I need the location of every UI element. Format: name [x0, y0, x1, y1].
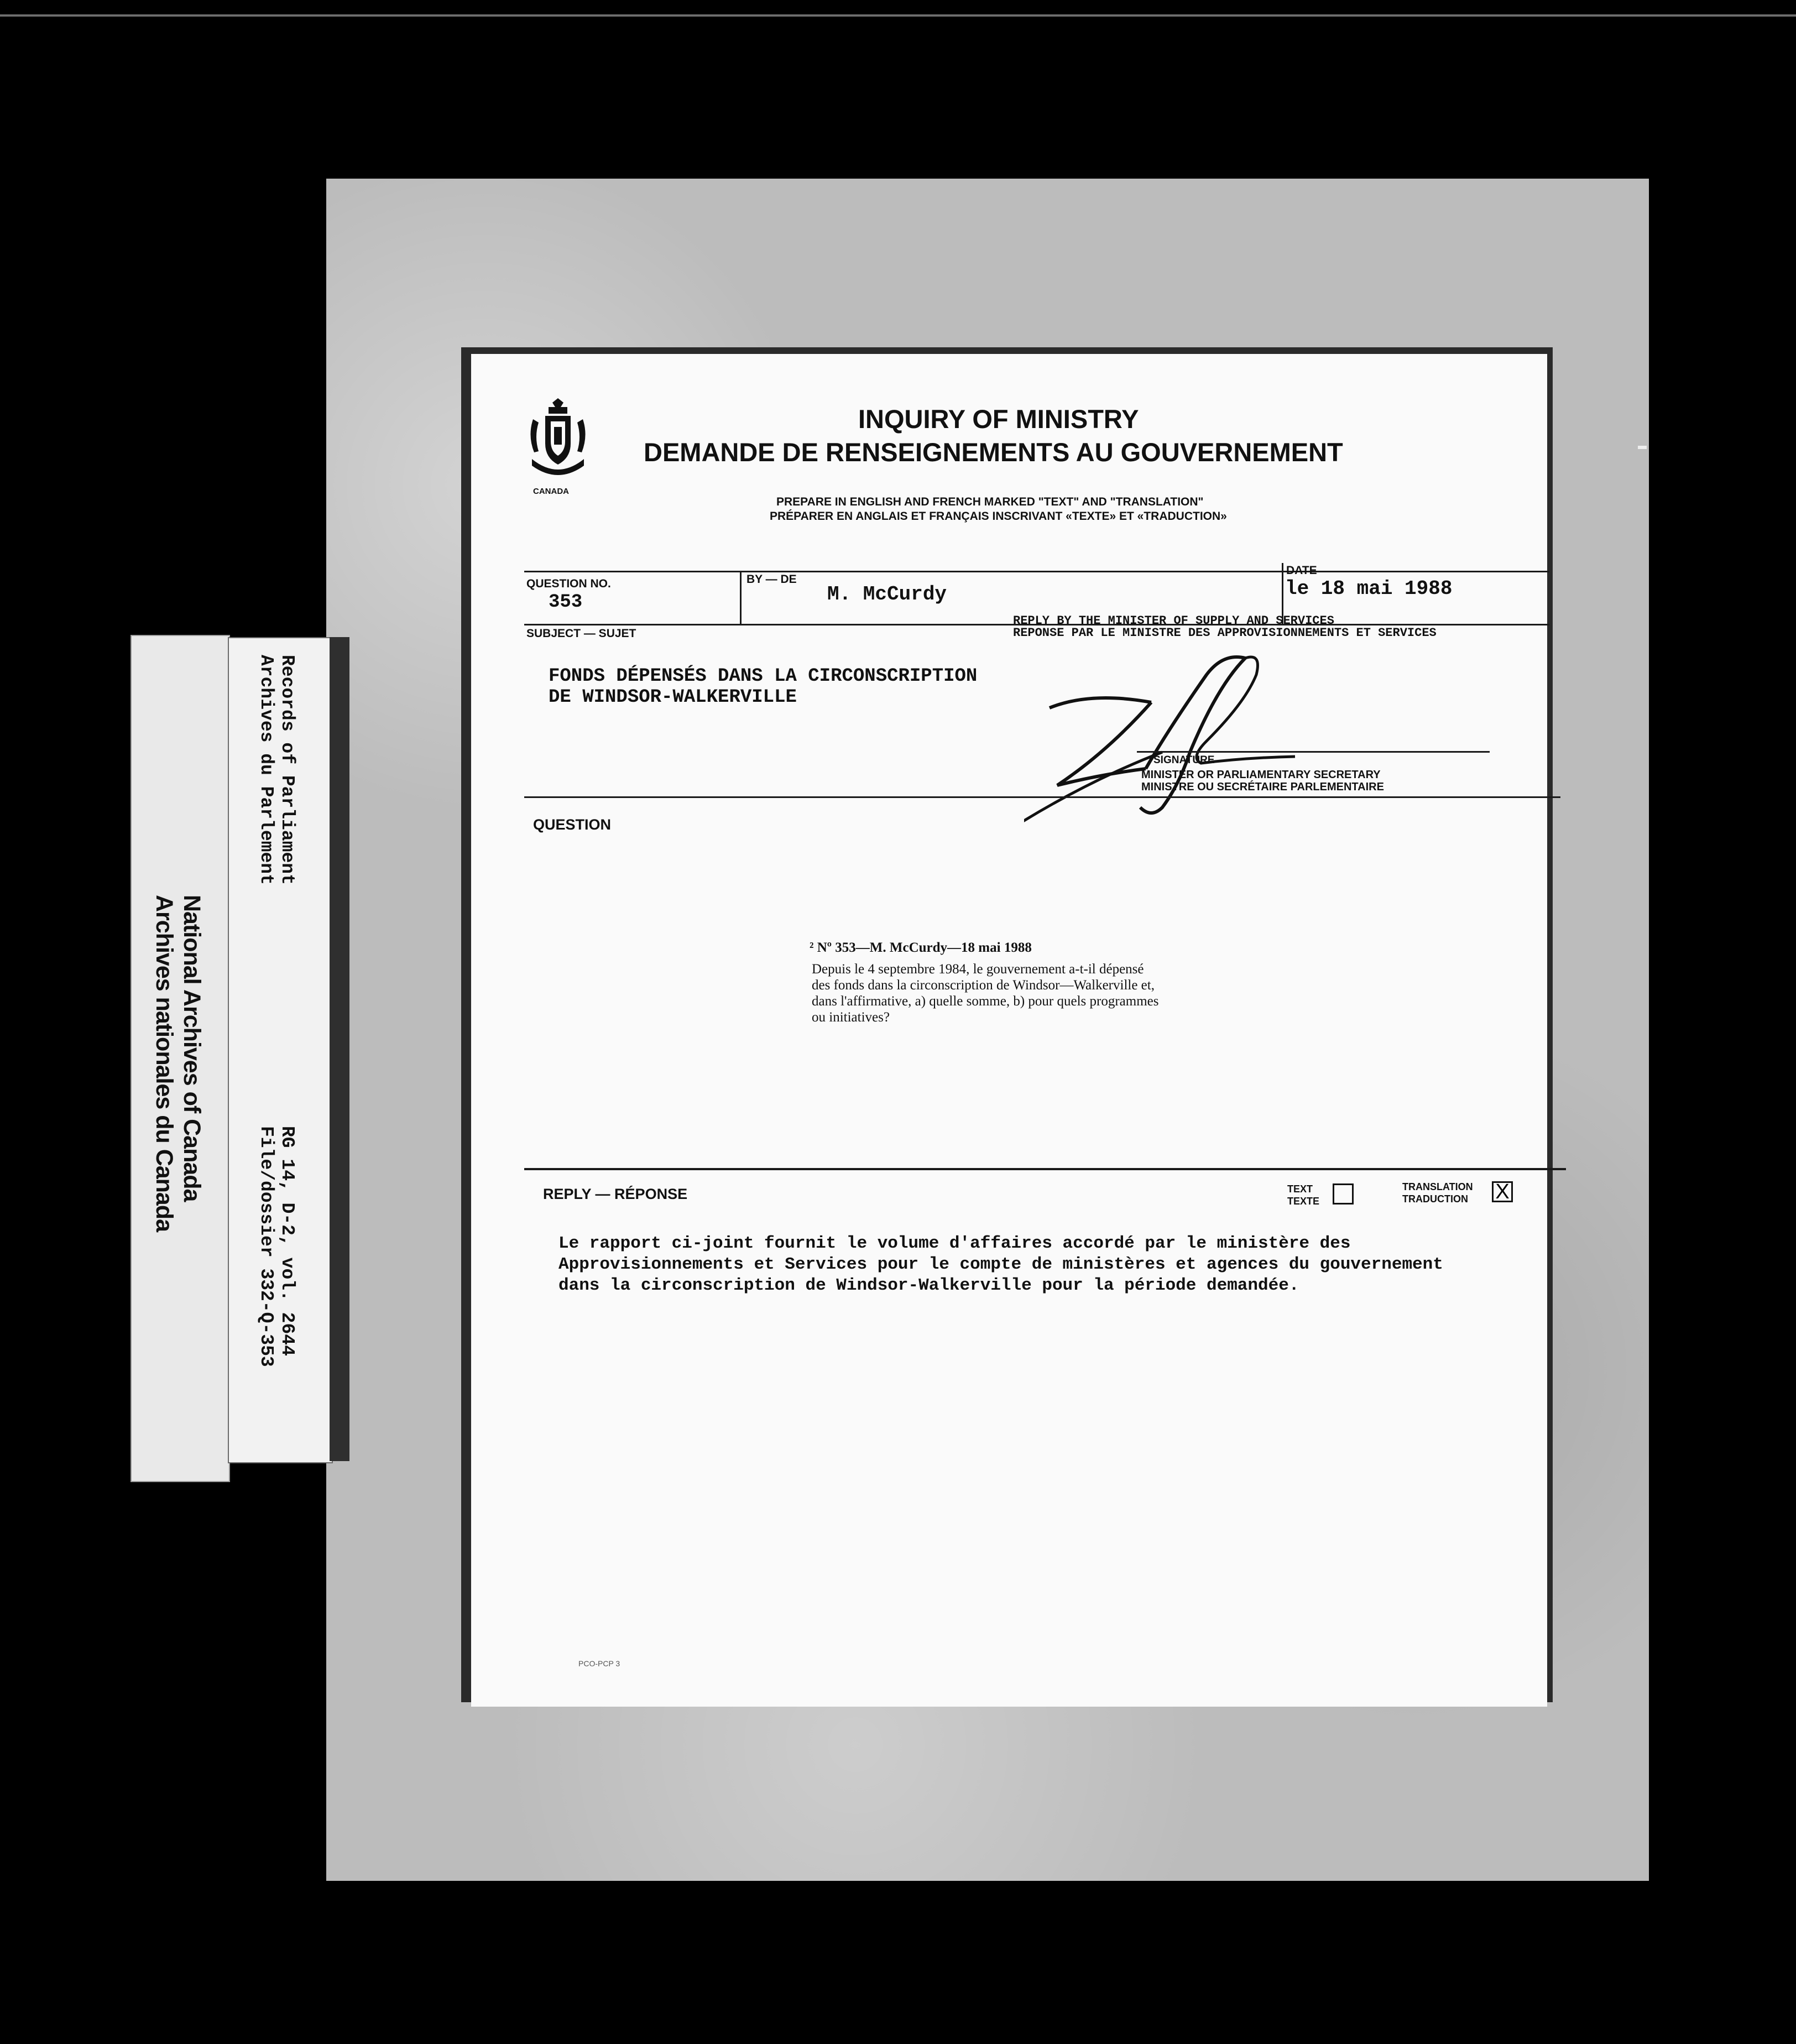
question-section-line	[524, 796, 1560, 798]
minister-en: MINISTER OR PARLIAMENTARY SECRETARY	[1141, 769, 1381, 781]
field-divider-1	[740, 571, 742, 625]
reply-by-fr: REPONSE PAR LE MINISTRE DES APPROVISIONNEMENTS ET SERVICES	[1013, 626, 1437, 640]
board-edge-mark	[1638, 446, 1647, 449]
text-checkbox[interactable]	[1333, 1183, 1354, 1204]
minister-fr: MINISTRE OU SECRÉTAIRE PARLEMENTAIRE	[1141, 781, 1384, 793]
form-title-fr: DEMANDE DE RENSEIGNEMENTS AU GOUVERNEMENT	[644, 437, 1343, 467]
records-label-en: Records of Parliament	[277, 655, 297, 885]
country-label: CANADA	[533, 487, 569, 496]
subject-line-2: DE WINDSOR-WALKERVILLE	[549, 687, 797, 708]
archive-stamp-line1: National Archives of Canada	[179, 895, 205, 1202]
instructions-fr: PRÉPARER EN ANGLAIS ET FRANÇAIS INSCRIVANT «TEXTE» ET «TRADUCTION»	[770, 510, 1227, 523]
reply-line: Le rapport ci-joint fournit le volume d'affaires accordé par le ministère des	[558, 1234, 1351, 1253]
question-line: dans l'affirmative, a) quelle somme, b) pour quels programmes	[812, 994, 1159, 1009]
field-row-top-line	[524, 571, 1549, 572]
scan-top-line	[0, 14, 1796, 17]
reply-section-line	[524, 1168, 1566, 1170]
question-line: Depuis le 4 septembre 1984, le gouvernement a-t-il dépensé	[812, 962, 1144, 977]
records-reference: RG 14, D-2, vol. 2644	[277, 1126, 297, 1356]
question-heading: ² Nº 353—M. McCurdy—18 mai 1988	[810, 940, 1032, 955]
by-label: BY — DE	[746, 573, 797, 586]
coat-of-arms-icon	[522, 397, 594, 486]
reply-line: dans la circonscription de Windsor-Walkerville pour la période demandée.	[558, 1276, 1299, 1295]
instructions-en: PREPARE IN ENGLISH AND FRENCH MARKED "TEXT" AND "TRANSLATION"	[776, 496, 1204, 508]
form-code: PCO-PCP 3	[578, 1659, 620, 1668]
by-value: M. McCurdy	[827, 583, 947, 606]
reply-line: Approvisionnements et Services pour le compte de ministères et agences du gouvernement	[558, 1255, 1443, 1274]
records-file: File/dossier 332-Q-353	[256, 1126, 276, 1367]
question-label: QUESTION	[533, 816, 612, 833]
reply-by-en: REPLY BY THE MINISTER OF SUPPLY AND SERVICES	[1013, 614, 1334, 628]
signature-label: SIGNATURE	[1153, 754, 1215, 766]
signature-line	[1137, 751, 1490, 753]
subject-label: SUBJECT — SUJET	[526, 627, 636, 640]
reply-label: REPLY — RÉPONSE	[543, 1186, 688, 1202]
records-label-edge	[330, 637, 349, 1461]
text-label-en: TEXT	[1287, 1183, 1313, 1195]
translation-checkbox[interactable]: X	[1492, 1181, 1513, 1202]
form-title-en: INQUIRY OF MINISTRY	[858, 404, 1139, 434]
archive-stamp-label	[130, 635, 230, 1482]
text-label-fr: TEXTE	[1287, 1196, 1320, 1207]
inquiry-form	[471, 354, 1547, 1707]
translation-label-en: TRANSLATION	[1402, 1181, 1473, 1192]
archive-stamp-line2: Archives nationales du Canada	[151, 895, 177, 1232]
question-body	[812, 961, 1158, 1025]
records-label	[228, 637, 333, 1463]
date-label: DATE	[1286, 564, 1317, 577]
question-line: des fonds dans la circonscription de Windsor—Walkerville et,	[812, 978, 1155, 993]
question-no-value: 353	[549, 592, 583, 613]
subject-line-1: FONDS DÉPENSÉS DANS LA CIRCONSCRIPTION	[549, 666, 978, 687]
question-no-label: QUESTION NO.	[526, 577, 611, 590]
reply-body	[558, 1233, 1443, 1296]
question-line: ou initiatives?	[812, 1010, 890, 1025]
records-label-fr: Archives du Parlement	[256, 655, 276, 885]
translation-label-fr: TRADUCTION	[1402, 1193, 1468, 1204]
date-value: le 18 mai 1988	[1285, 577, 1453, 600]
